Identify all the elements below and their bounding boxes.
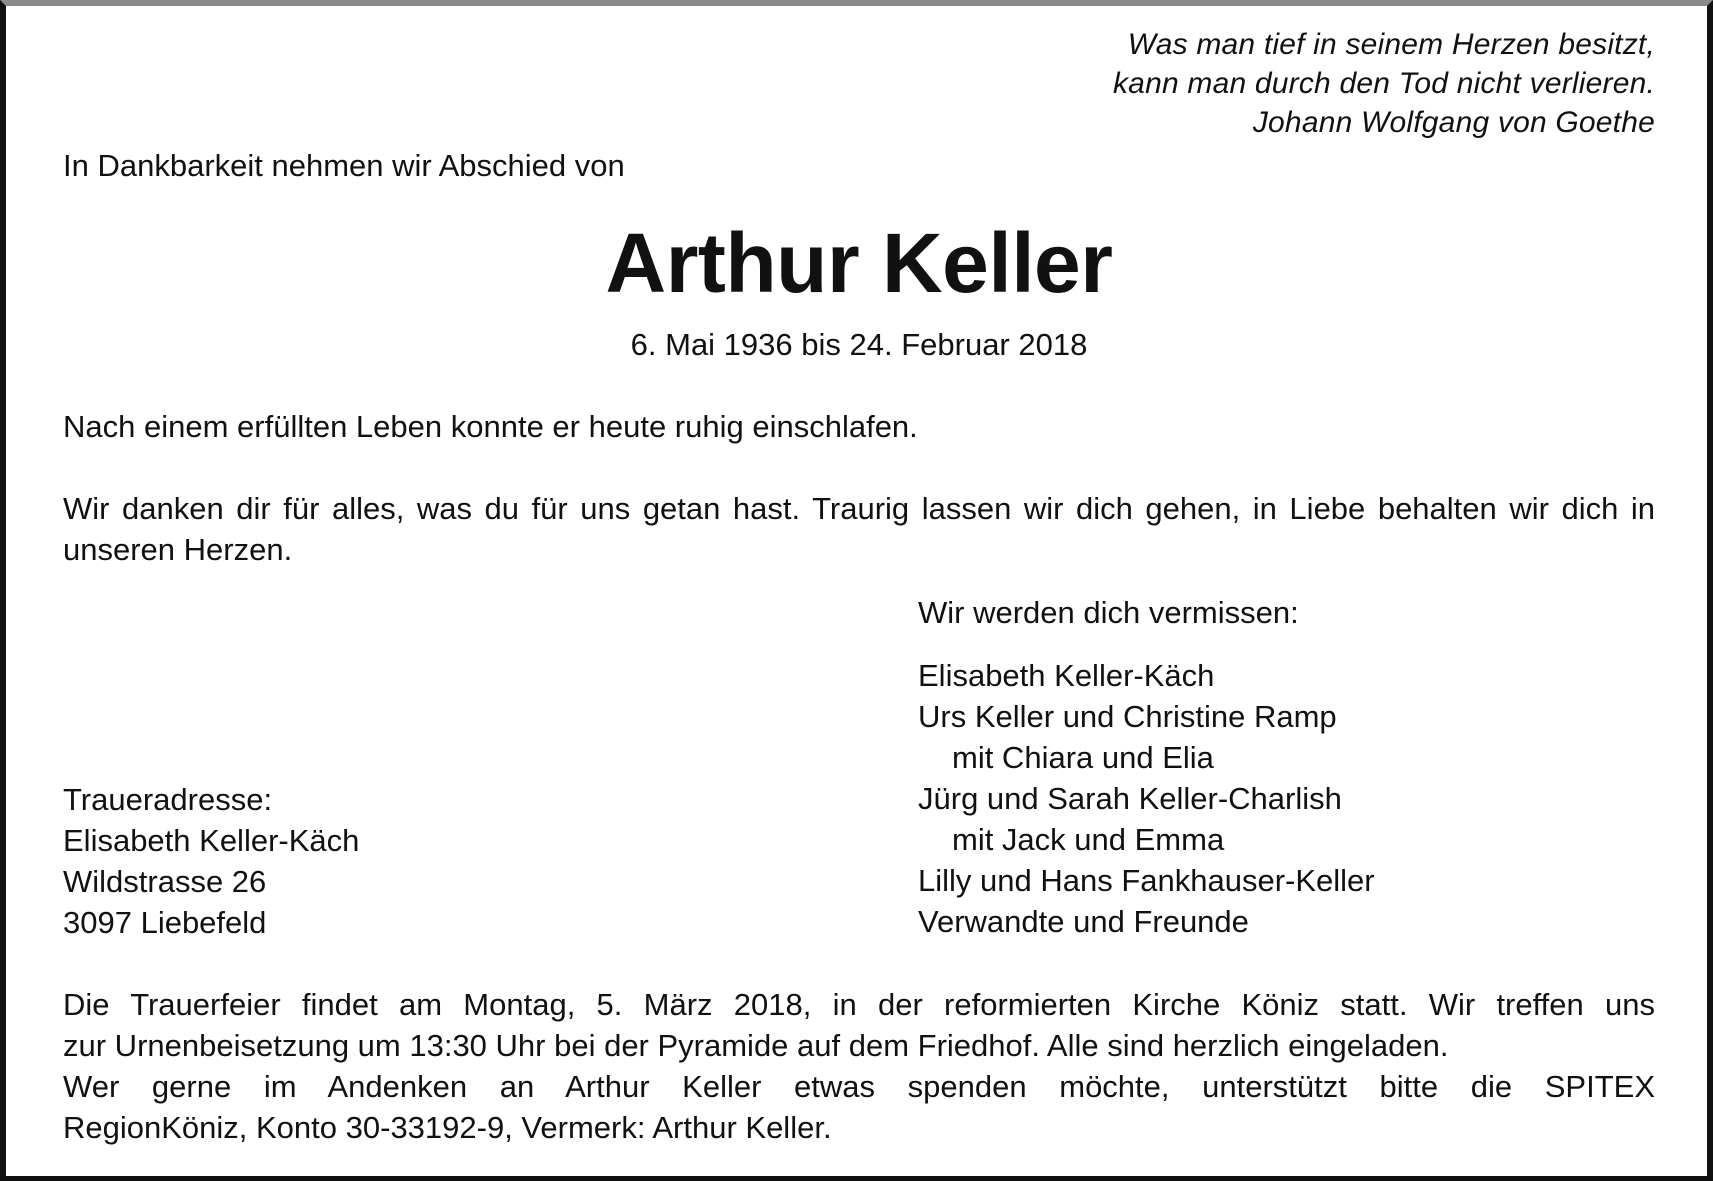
mourners-list: [918, 655, 1375, 942]
quote-author: Johann Wolfgang von Goethe: [1252, 106, 1655, 139]
life-dates: 6. Mai 1936 bis 24. Februar 2018: [630, 327, 1088, 362]
farewell-sentence: Nach einem erfüllten Leben konnte er heute ruhig einschlafen.: [63, 409, 918, 444]
ceremony-line: RegionKöniz, Konto 30-33192-9, Vermerk: Arthur Keller.: [63, 1110, 832, 1145]
mourner-line: Lilly und Hans Fankhauser-Keller: [918, 863, 1375, 898]
mourner-line: Verwandte und Freunde: [918, 904, 1249, 939]
ceremony-line: Die Trauerfeier findet am Montag, 5. März 2018, in der reformierten Kirche Köniz statt. Wir treffen uns: [63, 987, 1655, 1022]
goethe-quote: [1113, 25, 1655, 142]
mourner-line: Elisabeth Keller-Käch: [918, 658, 1215, 693]
mourning-address: [63, 779, 359, 943]
mourners-heading: Wir werden dich vermissen:: [918, 595, 1299, 630]
quote-line-1: Was man tief in seinem Herzen besitzt,: [1127, 28, 1655, 61]
address-label: Traueradresse:: [63, 782, 273, 817]
address-street: Wildstrasse 26: [63, 864, 267, 899]
intro-text: In Dankbarkeit nehmen wir Abschied von: [63, 148, 625, 183]
ceremony-line: Wer gerne im Andenken an Arthur Keller etwas spenden möchte, unterstützt bitte die SPITEX: [63, 1069, 1655, 1104]
deceased-name: Arthur Keller: [605, 216, 1113, 310]
address-name: Elisabeth Keller-Käch: [63, 823, 360, 858]
mourner-line: mit Chiara und Elia: [952, 740, 1214, 775]
ceremony-line: zur Urnenbeisetzung um 13:30 Uhr bei der Pyramide auf dem Friedhof. Alle sind herzlich eingeladen.: [63, 1028, 1449, 1063]
mourner-line: mit Jack und Emma: [952, 822, 1225, 857]
thanks-paragraph: Wir danken dir für alles, was du für uns getan hast. Traurig lassen wir dich gehen, in Liebe behalten wir dich in unseren Herzen.: [63, 491, 1655, 567]
mourner-line: Urs Keller und Christine Ramp: [918, 699, 1337, 734]
quote-line-2: kann man durch den Tod nicht verlieren.: [1112, 67, 1655, 100]
ceremony-paragraph: [63, 984, 1655, 1148]
mourner-line: Jürg und Sarah Keller-Charlish: [918, 781, 1342, 816]
address-city: 3097 Liebefeld: [63, 905, 267, 940]
